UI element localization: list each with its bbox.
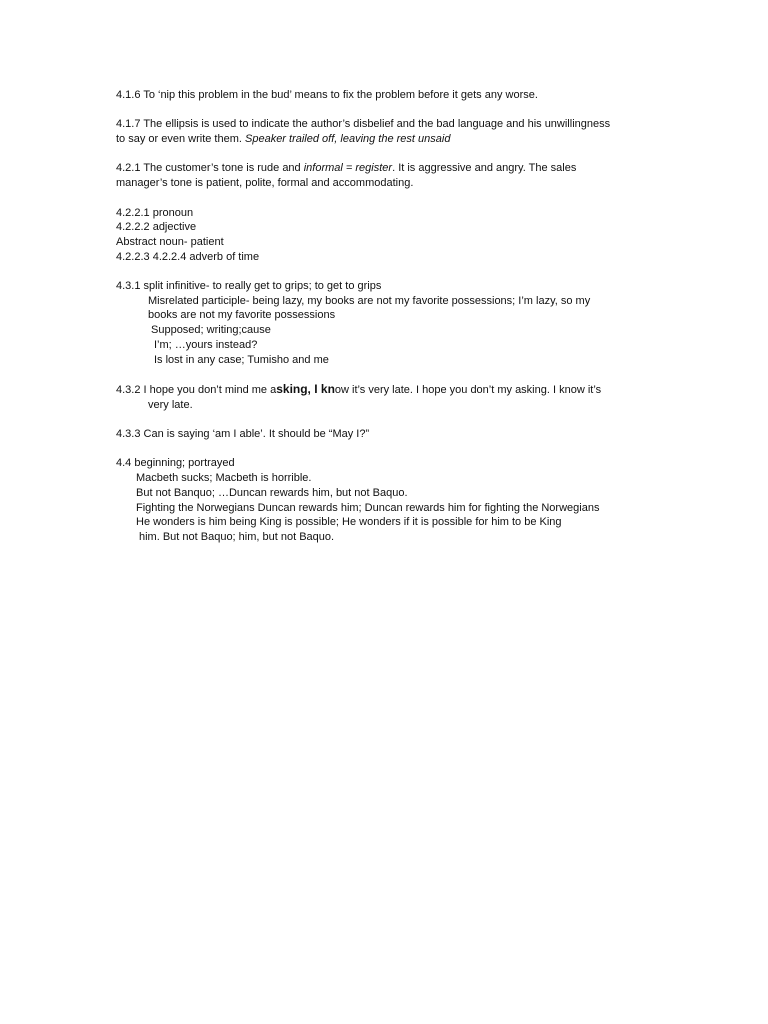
answer-4-1-6 — [116, 88, 656, 103]
italic-text: informal = register — [303, 162, 393, 175]
answer-4-2-2 — [116, 206, 656, 265]
text-line: 4.2.2.3 4.2.2.4 adverb of time — [116, 250, 260, 263]
spacer — [116, 103, 656, 118]
text-line — [116, 382, 656, 398]
answer-4-1-7 — [116, 117, 656, 146]
text-line: Macbeth sucks; Macbeth is horrible. — [136, 472, 312, 485]
text-run: 4.2.1 The customer’s tone is rude and — [116, 162, 304, 175]
text-line: 4.4 beginning; portrayed — [116, 457, 235, 470]
text-line: I’m; …yours instead? — [154, 338, 258, 351]
document-body — [116, 88, 656, 545]
text-line: Misrelated participle- being lazy, my books are not my favorite possessions; I’m lazy, so my — [148, 294, 591, 307]
spacer — [116, 147, 656, 162]
spacer — [116, 264, 656, 279]
text-run: to say or even write them. — [116, 133, 245, 146]
text-line: books are not my favorite possessions — [148, 309, 336, 322]
text-line: manager’s tone is patient, polite, formal and accommodating. — [116, 177, 414, 190]
bold-text: sking, I kn — [276, 381, 335, 396]
text-line: Abstract noun- patient — [116, 235, 224, 248]
answer-4-3-2 — [116, 382, 656, 412]
text-run: 4.3.2 I hope you don’t mind me a — [116, 383, 277, 396]
text-line: him. But not Baquo; him, but not Baquo. — [139, 530, 335, 543]
text-line: 4.2.2.2 adjective — [116, 221, 197, 234]
answer-4-2-1 — [116, 161, 656, 190]
italic-text: Speaker trailed off, leaving the rest unsaid — [245, 133, 451, 146]
answer-4-3-3 — [116, 427, 656, 442]
text-line — [116, 132, 656, 147]
spacer — [116, 412, 656, 427]
text-line: 4.1.7 The ellipsis is used to indicate the author’s disbelief and the bad language and his unwillingness — [116, 118, 611, 131]
text-line: 4.3.3 Can is saying ‘am I able’. It should be “May I?” — [116, 428, 370, 441]
text-line: Supposed; writing;cause — [151, 324, 271, 337]
text-line: Fighting the Norwegians Duncan rewards him; Duncan rewards him for fighting the Norwegians — [136, 501, 600, 514]
spacer — [116, 442, 656, 457]
text-line: Is lost in any case; Tumisho and me — [154, 353, 329, 366]
text-line: very late. — [148, 398, 193, 411]
text-line: 4.2.2.1 pronoun — [116, 206, 194, 219]
answer-4-3-1 — [116, 279, 656, 367]
text-run: . It is aggressive and angry. The sales — [392, 162, 577, 175]
text-line: 4.1.6 To ‘nip this problem in the bud’ means to fix the problem before it gets any worse. — [116, 89, 538, 101]
text-run: ow it’s very late. I hope you don’t my asking. I know it’s — [334, 383, 602, 396]
answer-4-4 — [116, 456, 656, 544]
spacer — [116, 367, 656, 382]
spacer — [116, 191, 656, 206]
text-line: 4.3.1 split infinitive- to really get to grips; to get to grips — [116, 280, 382, 293]
text-line — [116, 161, 656, 176]
text-line: He wonders is him being King is possible; He wonders if it is possible for him to be King — [136, 516, 562, 529]
text-line: But not Banquo; …Duncan rewards him, but not Baquo. — [136, 486, 408, 499]
